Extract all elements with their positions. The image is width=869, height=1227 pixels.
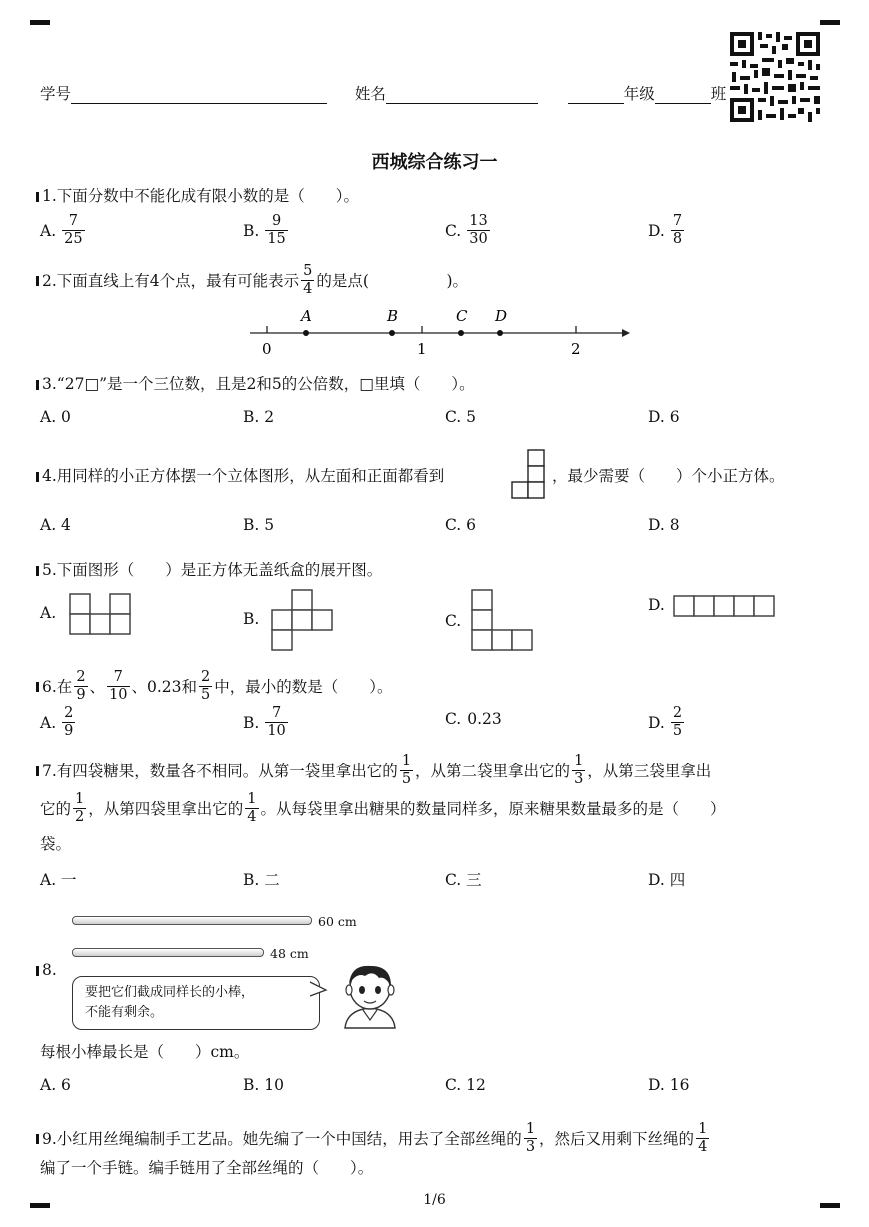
question-5-stem: 5.下面图形（ ）是正方体无盖纸盒的展开图。 <box>36 560 382 580</box>
q5-option-d-label[interactable]: D. <box>648 596 665 614</box>
q4-option-d[interactable]: D. 8 <box>648 516 680 534</box>
student-id-label: 学号 <box>40 85 72 103</box>
point-label-c: C <box>456 307 468 325</box>
rod-48cm <box>72 948 264 957</box>
grade-label: 年级 <box>623 85 655 103</box>
q3-option-a[interactable]: A. 0 <box>40 408 71 426</box>
page-number: 1/6 <box>423 1192 446 1208</box>
question-1-stem <box>36 186 359 206</box>
q3-option-c[interactable]: C. 5 <box>445 408 477 426</box>
q4-option-c[interactable]: C. 6 <box>445 516 477 534</box>
q1-option-d[interactable]: D. $\frac{7}{8}$ <box>648 213 683 247</box>
point-c <box>458 330 464 336</box>
bubble-line-2: 不能有剩余。 <box>85 1005 164 1020</box>
q5-option-b-label[interactable]: B. <box>243 610 260 628</box>
student-id-blank[interactable] <box>71 87 327 104</box>
question-2-stem: 2. 下面直线上有4个点，最有可能表示 $\frac{5}{4}$ 的是点( )。 <box>36 264 468 297</box>
name-label: 姓名 <box>354 85 386 103</box>
q6-option-c[interactable]: C. 0.23 <box>445 710 502 728</box>
page-title: 西城综合练习一 <box>371 152 498 173</box>
q5-net-b-figure[interactable] <box>270 588 336 654</box>
question-4-stem-b: ，最少需要（ ）个小正方体。 <box>552 467 785 485</box>
q5-net-d-figure[interactable] <box>672 594 778 620</box>
q7-option-a[interactable]: A. 一 <box>40 871 77 889</box>
header-info <box>40 84 726 104</box>
q5-option-a-label[interactable]: A. <box>40 604 57 622</box>
question-number: 7. <box>42 761 57 780</box>
question-6-stem: 6. 在 $\frac{2}{9}$ 、 $\frac{7}{10}$ 、0.23和 $\frac{2}{5}$ 中，最小的数是（ ）。 <box>36 670 393 703</box>
corner-mark-top-right <box>820 20 840 25</box>
arrow-head-icon <box>622 329 630 337</box>
q5-net-c-figure[interactable] <box>470 588 536 654</box>
question-number: 2. <box>42 271 57 290</box>
question-7-line3: 袋。 <box>40 835 72 853</box>
name-blank[interactable] <box>386 87 538 104</box>
bubble-tail <box>308 980 328 1000</box>
tick-label-1: 1 <box>417 340 427 358</box>
question-4-stem-a: 4.用同样的小正方体摆一个立体图形，从左面和正面都看到 <box>36 466 444 486</box>
q3-option-b[interactable]: B. 2 <box>243 408 275 426</box>
q7-option-c[interactable]: C. 三 <box>445 871 482 889</box>
q6-option-d[interactable]: D. $\frac{2}{5}$ <box>648 705 683 739</box>
q5-net-a-figure[interactable] <box>68 592 134 638</box>
point-a <box>303 330 309 336</box>
speech-bubble <box>72 976 320 1030</box>
q5-option-c-label[interactable]: C. <box>445 612 462 630</box>
boy-cartoon-icon <box>335 958 405 1030</box>
question-number: 5. <box>42 561 57 579</box>
tick-label-0: 0 <box>262 340 272 358</box>
q6-option-b[interactable]: B. $\frac{7}{10}$ <box>243 705 286 739</box>
point-label-b: B <box>387 307 399 325</box>
class-label: 班 <box>710 85 727 103</box>
point-label-a: A <box>301 307 312 325</box>
point-d <box>497 330 503 336</box>
q1-option-a[interactable]: A. $\frac{7}{25}$ <box>40 213 83 247</box>
q8-option-c[interactable]: C. 12 <box>445 1076 486 1094</box>
point-b <box>389 330 395 336</box>
question-3-stem: 3.“27□”是一个三位数，且是2和5的公倍数，□里填（ ）。 <box>36 374 475 394</box>
grade-blank[interactable] <box>568 87 624 104</box>
number-line-figure <box>240 302 630 362</box>
qr-code <box>728 30 822 124</box>
q4-option-b[interactable]: B. 5 <box>243 516 275 534</box>
question-number: 1. <box>42 187 57 205</box>
q1-option-c[interactable]: C. $\frac{13}{30}$ <box>445 213 488 247</box>
q8-option-b[interactable]: B. 10 <box>243 1076 284 1094</box>
rod-60cm-label: 60 cm <box>318 914 357 929</box>
question-7-line2: 它的 $\frac{1}{2}$ ，从第四袋里拿出它的 $\frac{1}{4}$ 。从每袋里拿出糖果的数量同样多，原来糖果数量最多的是（ ） <box>40 791 726 825</box>
question-8-number: 8. <box>36 960 57 980</box>
corner-mark-top-left <box>30 20 50 25</box>
question-8-stem: 每根小棒最长是（ ）cm。 <box>40 1043 250 1061</box>
q4-option-a[interactable]: A. 4 <box>40 516 71 534</box>
rod-48cm-label: 48 cm <box>270 946 309 961</box>
q1-option-b[interactable]: B. $\frac{9}{15}$ <box>243 213 286 247</box>
rod-60cm <box>72 916 312 925</box>
class-blank[interactable] <box>655 87 711 104</box>
question-number: 3. <box>42 375 57 393</box>
q7-option-b[interactable]: B. 二 <box>243 871 280 889</box>
q8-option-d[interactable]: D. 16 <box>648 1076 690 1094</box>
question-text: 下面分数中不能化成有限小数的是（ ）。 <box>56 187 360 205</box>
point-label-d: D <box>495 307 508 325</box>
bubble-line-1: 要把它们截成同样长的小棒， <box>85 985 255 1000</box>
question-7-line1: 7. 有四袋糖果，数量各不相同。从第一袋里拿出它的 $\frac{1}{5}$ ，从第二袋里拿出它的 $\frac{1}{3}$ ，从第三袋里拿出 <box>36 754 711 787</box>
tick-label-2: 2 <box>571 340 581 358</box>
q7-option-d[interactable]: D. 四 <box>648 871 686 889</box>
question-number: 9. <box>42 1129 57 1148</box>
q3-option-d[interactable]: D. 6 <box>648 408 680 426</box>
cube-view-figure <box>510 448 550 500</box>
question-number: 6. <box>42 677 57 696</box>
q6-option-a[interactable]: A. $\frac{2}{9}$ <box>40 705 74 739</box>
question-9-line2: 编了一个手链。编手链用了全部丝绳的（ ）。 <box>40 1159 374 1177</box>
question-9-line1: 9. 小红用丝绳编制手工艺品。她先编了一个中国结，用去了全部丝绳的 $\frac{1}{3}$ ，然后又用剩下丝绳的 $\frac{1}{4}$ <box>36 1122 711 1155</box>
question-number: 4. <box>42 467 57 485</box>
q8-option-a[interactable]: A. 6 <box>40 1076 71 1094</box>
